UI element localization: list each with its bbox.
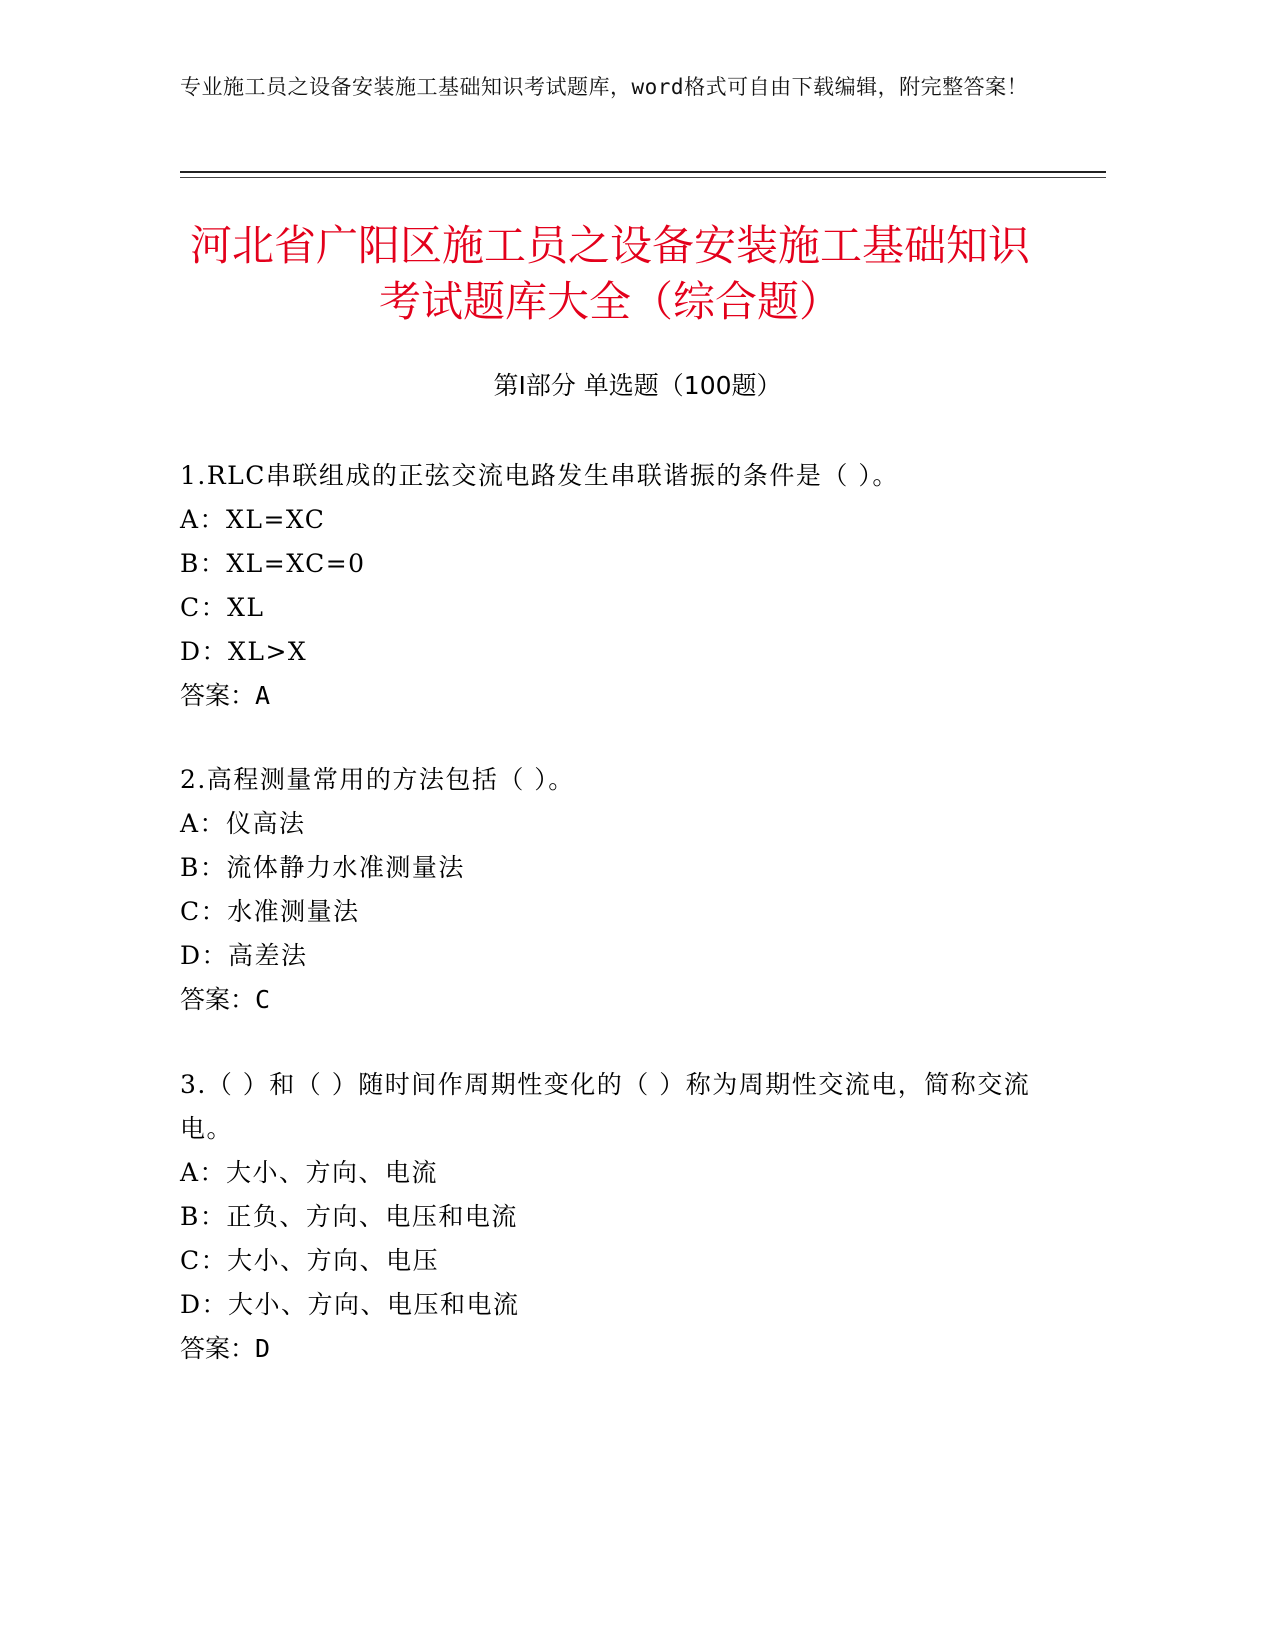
header-divider-thick xyxy=(180,171,1106,173)
question-stem: 1.RLC串联组成的正弦交流电路发生串联谐振的条件是（ ）。 xyxy=(180,461,899,490)
question-item xyxy=(180,454,1040,718)
question-item xyxy=(180,1063,1040,1371)
answer-label: 答案： xyxy=(180,681,256,710)
option-d: D：大小、方向、电压和电流 xyxy=(180,1290,520,1319)
option-b: B：流体静力水准测量法 xyxy=(180,853,465,882)
answer-value: A xyxy=(255,681,271,710)
question-stem: 3.（ ）和（ ）随时间作周期性变化的（ ）称为周期性交流电，简称交流电。 xyxy=(180,1070,1031,1143)
option-a: A：XL=XC xyxy=(180,505,326,534)
answer-value: D xyxy=(255,1334,271,1363)
option-c: C：水准测量法 xyxy=(180,897,360,926)
header-divider-thin xyxy=(180,177,1106,178)
answer-line xyxy=(180,674,1040,718)
option-a: A：仪高法 xyxy=(180,809,306,838)
option-b: B：XL=XC=0 xyxy=(180,549,366,578)
option-d: D：XL>X xyxy=(180,637,308,666)
answer-line xyxy=(180,978,1040,1022)
option-a: A：大小、方向、电流 xyxy=(180,1158,439,1187)
question-item xyxy=(180,758,1040,1022)
document-title: 河北省广阳区施工员之设备安装施工基础知识考试题库大全（综合题） xyxy=(189,221,1030,326)
answer-label: 答案： xyxy=(180,985,256,1014)
answer-line xyxy=(180,1327,1040,1371)
option-d: D：高差法 xyxy=(180,941,308,970)
answer-label: 答案： xyxy=(180,1334,256,1363)
answer-value: C xyxy=(255,985,271,1014)
option-c: C：XL xyxy=(180,593,265,622)
option-b: B：正负、方向、电压和电流 xyxy=(180,1202,518,1231)
option-c: C：大小、方向、电压 xyxy=(180,1246,440,1275)
question-stem: 2.高程测量常用的方法包括（ ）。 xyxy=(180,765,575,794)
section-heading: 第Ⅰ部分 单选题（100题） xyxy=(493,371,782,400)
header-note: 专业施工员之设备安装施工基础知识考试题库，word格式可自由下载编辑，附完整答案！ xyxy=(180,75,1029,99)
